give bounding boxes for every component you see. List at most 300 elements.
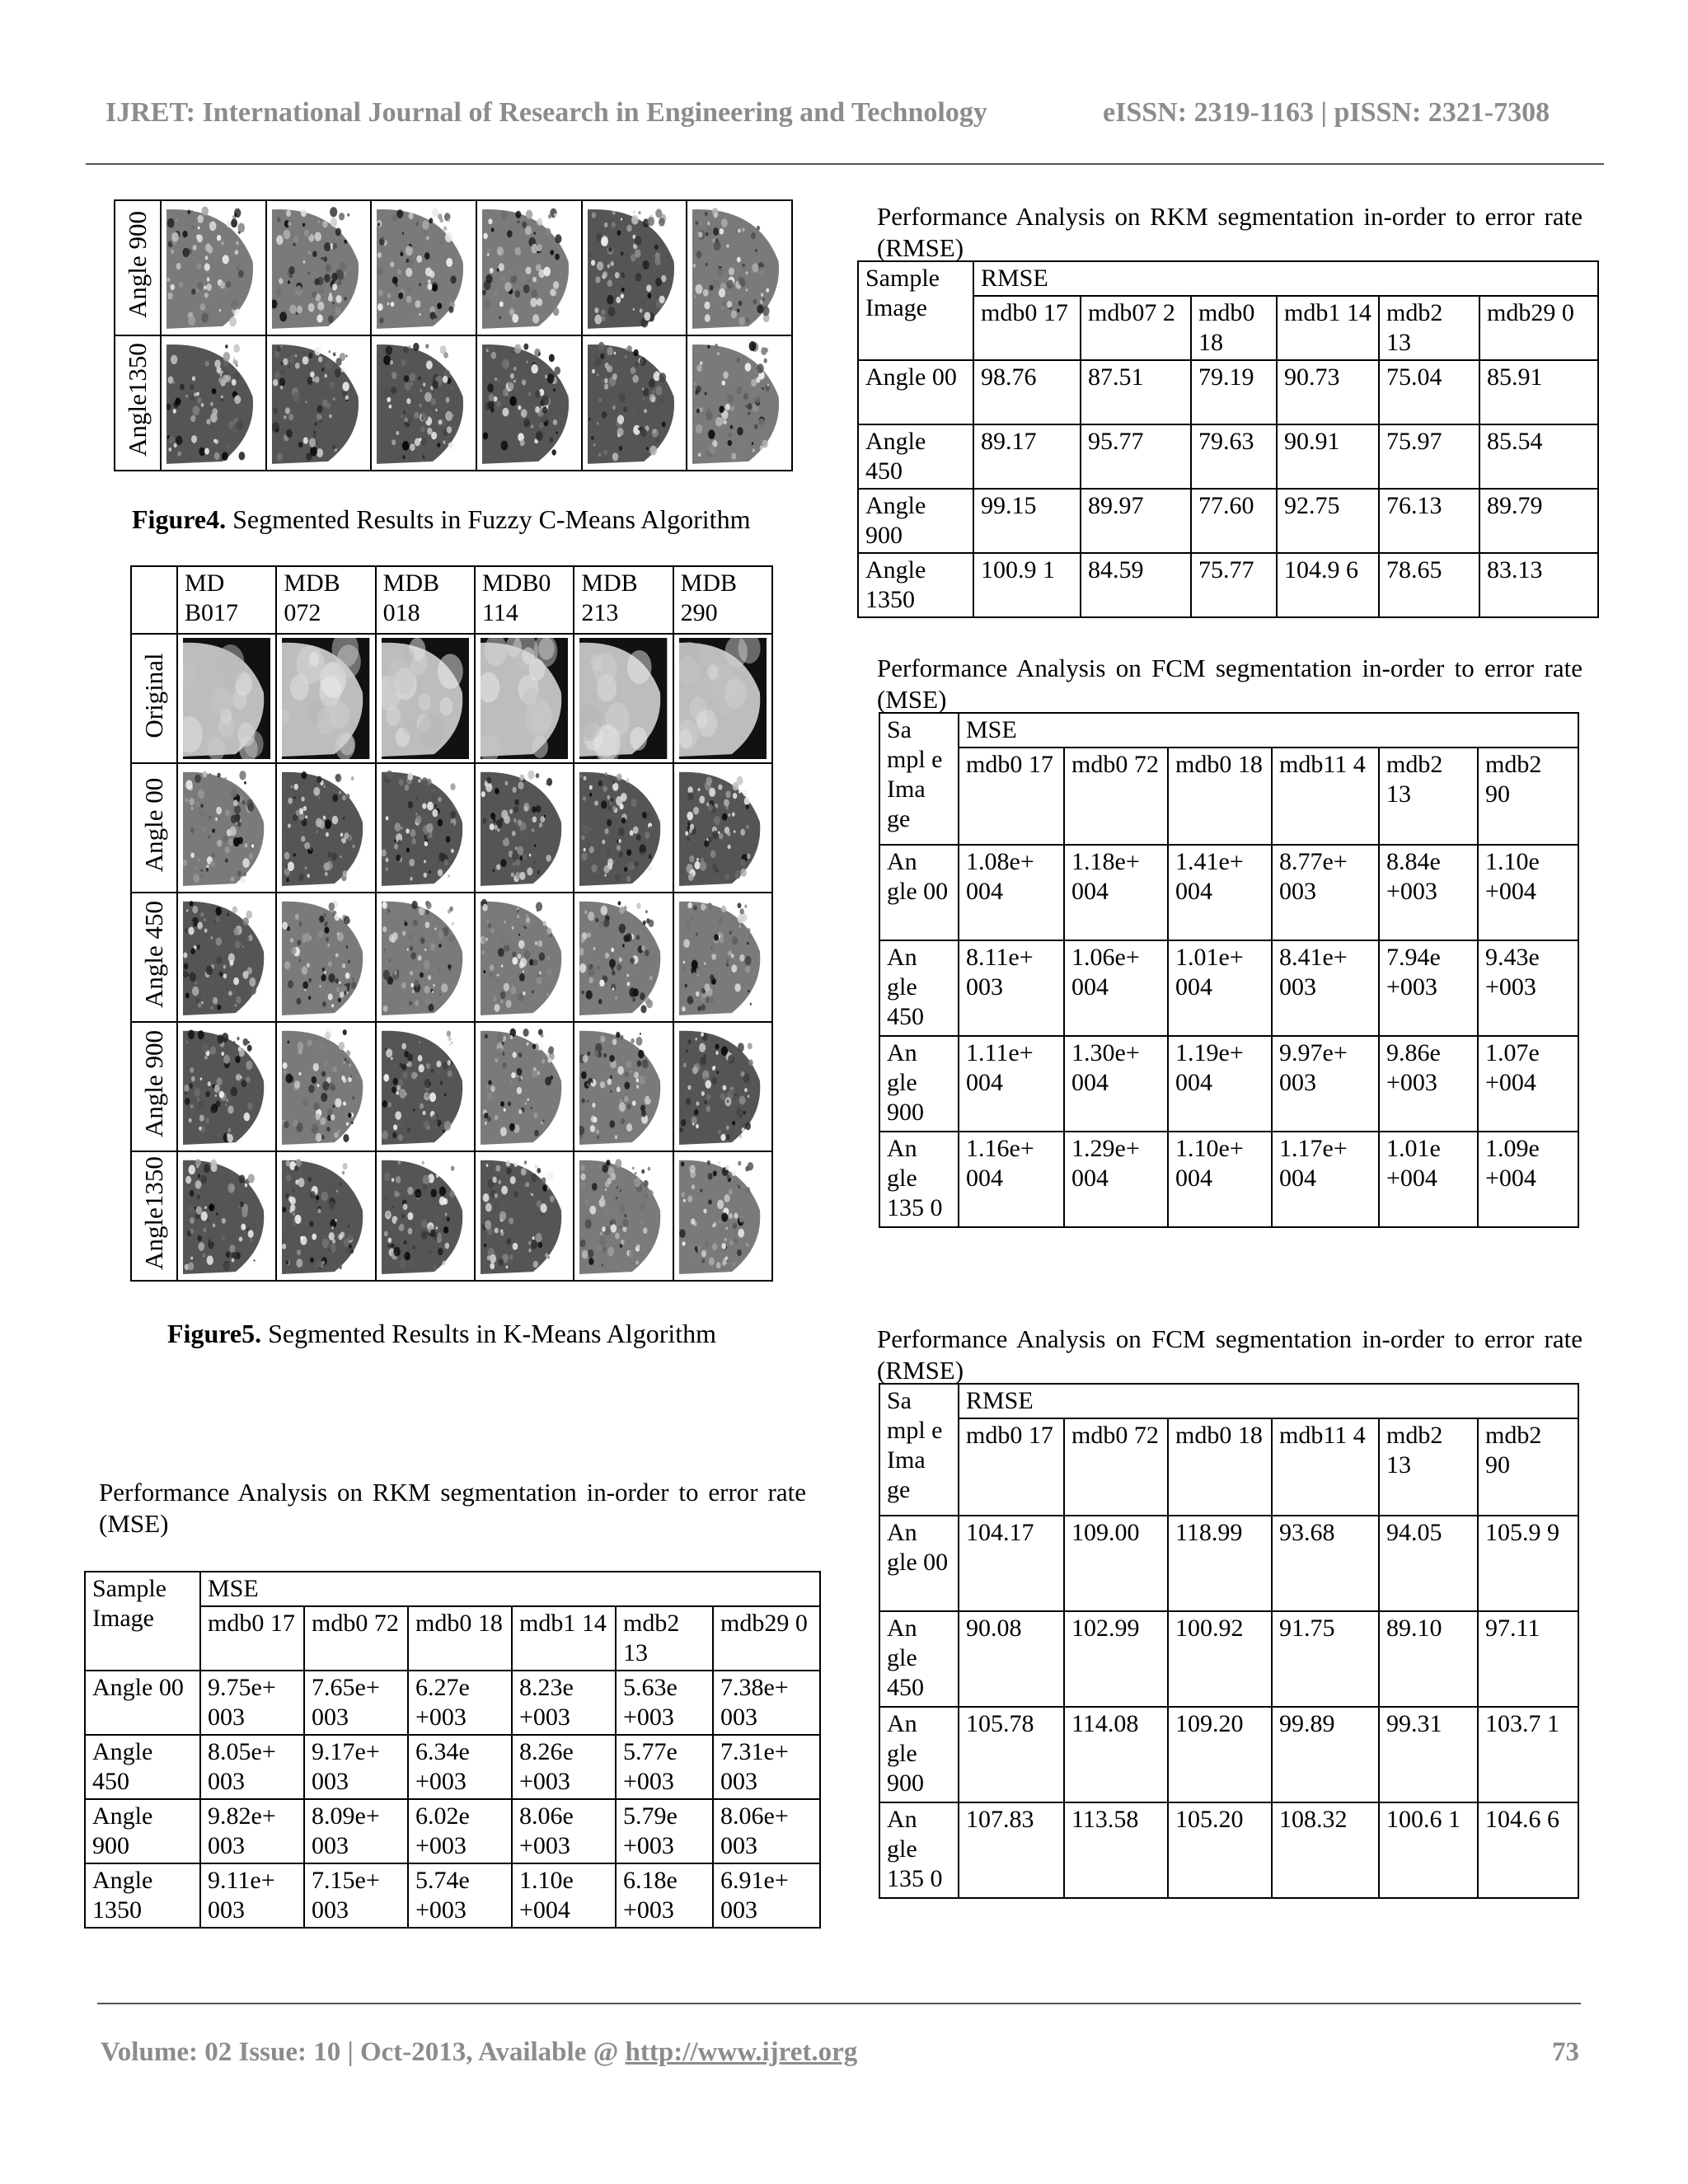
figure-column-header: MDB 072: [276, 566, 375, 634]
footer-rule: [97, 2003, 1581, 2004]
sample-image-header: Sample Image: [85, 1572, 200, 1671]
figure-image-cell: [276, 1022, 375, 1151]
table-cell: 95.77: [1081, 424, 1191, 489]
table-row: [85, 1799, 820, 1863]
table-cell: 7.31e+ 003: [713, 1735, 820, 1799]
table-cell: 1.30e+ 004: [1064, 1036, 1168, 1132]
table-cell: 8.05e+ 003: [200, 1735, 304, 1799]
row-label: Angle 00: [858, 360, 973, 424]
table-row: [879, 1132, 1578, 1227]
figure-image-cell: [161, 335, 266, 471]
table-header-row: [85, 1572, 820, 1606]
segmented-image: [481, 1155, 568, 1277]
table-cell: 100.92: [1168, 1611, 1272, 1707]
figure-row: [131, 893, 772, 1022]
table-cell: 99.89: [1272, 1707, 1379, 1802]
figure-image-cell: [476, 200, 582, 335]
column-header: mdb2 13: [616, 1606, 713, 1671]
table-cell: 7.15e+ 003: [304, 1863, 408, 1928]
journal-name: IJRET: International Journal of Research in Engineering and Technology: [106, 97, 987, 128]
table-cell: 75.04: [1379, 360, 1479, 424]
table-cell: 100.9 1: [973, 553, 1081, 617]
column-header-row: [879, 748, 1578, 845]
figure-image-cell: [376, 763, 475, 893]
segmented-image: [183, 767, 270, 888]
segmented-image: [679, 1155, 767, 1277]
segmented-image: [579, 767, 667, 888]
table-cell: 113.58: [1064, 1802, 1168, 1898]
running-header: [106, 97, 1589, 129]
table-cell: 1.07e +004: [1478, 1036, 1578, 1132]
table-row: [879, 1611, 1578, 1707]
table-cell: 1.01e+ 004: [1168, 940, 1272, 1036]
issn-numbers: eISSN: 2319-1163 | pISSN: 2321-7308: [1103, 97, 1550, 128]
table-header-row: [879, 1384, 1578, 1418]
table-cell: 75.97: [1379, 424, 1479, 489]
segmented-image: [382, 767, 469, 888]
table-row: [879, 1516, 1578, 1611]
row-label: An gle 135 0: [879, 1802, 959, 1898]
table-cell: 99.15: [973, 489, 1081, 553]
segmented-image: [377, 204, 471, 331]
table-cell: 9.82e+ 003: [200, 1799, 304, 1863]
table-cell: 102.99: [1064, 1611, 1168, 1707]
table-cell: 104.17: [959, 1516, 1064, 1611]
table-cell: 105.78: [959, 1707, 1064, 1802]
table-cell: 5.77e +003: [616, 1735, 713, 1799]
segmented-image: [183, 1026, 270, 1147]
segmented-image: [272, 204, 366, 331]
table-cell: 7.38e+ 003: [713, 1671, 820, 1735]
segmented-image: [579, 1026, 667, 1147]
metric-header: MSE: [200, 1572, 820, 1606]
column-header: mdb1 14: [512, 1606, 616, 1671]
column-header: mdb2 13: [1379, 1418, 1478, 1516]
table-row: [85, 1735, 820, 1799]
table-cell: 103.7 1: [1478, 1707, 1578, 1802]
table-cell: 107.83: [959, 1802, 1064, 1898]
figure-image-cell: [177, 893, 276, 1022]
segmented-image: [481, 897, 568, 1018]
mammogram-image: [579, 638, 667, 759]
column-header: mdb0 18: [1191, 296, 1277, 360]
figure-image-cell: [475, 1151, 574, 1281]
segmented-image: [481, 767, 568, 888]
segmented-image: [282, 1155, 369, 1277]
table-cell: 108.32: [1272, 1802, 1379, 1898]
figure-image-cell: [177, 1022, 276, 1151]
column-header: mdb0 17: [959, 1418, 1064, 1516]
segmented-image: [679, 1026, 767, 1147]
table-row: [879, 940, 1578, 1036]
table-cell: 75.77: [1191, 553, 1277, 617]
table-cell: 9.75e+ 003: [200, 1671, 304, 1735]
figure-image-cell: [177, 1151, 276, 1281]
row-label: Angle 1350: [85, 1863, 200, 1928]
footer-volume: Volume: 02 Issue: 10 | Oct-2013, Available @: [101, 2037, 626, 2067]
table-cell: 1.10e+ 004: [1168, 1132, 1272, 1227]
segmented-image: [183, 897, 270, 1018]
figure-row: [115, 335, 792, 471]
figure5-caption-label: Figure5.: [167, 1319, 262, 1348]
table-cell: 87.51: [1081, 360, 1191, 424]
segmented-image: [272, 340, 366, 466]
table-cell: 89.17: [973, 424, 1081, 489]
table-cell: 93.68: [1272, 1516, 1379, 1611]
table-cell: 89.10: [1379, 1611, 1478, 1707]
table-cell: 98.76: [973, 360, 1081, 424]
figure-image-cell: [376, 1022, 475, 1151]
table-cell: 8.06e +003: [512, 1799, 616, 1863]
table-cell: 118.99: [1168, 1516, 1272, 1611]
figure-image-cell: [475, 893, 574, 1022]
table-cell: 9.43e +003: [1478, 940, 1578, 1036]
table-row: [85, 1671, 820, 1735]
figure-row-label: [131, 893, 177, 1022]
segmented-image: [579, 1155, 667, 1277]
segmented-image: [382, 897, 469, 1018]
figure-image-cell: [476, 335, 582, 471]
figure-column-header: MD B017: [177, 566, 276, 634]
table-row: [858, 553, 1598, 617]
table-cell: 8.77e+ 003: [1272, 845, 1379, 940]
rkm-mse-title: Performance Analysis on RKM segmentation in-order to error rate (MSE): [99, 1478, 806, 1538]
journal-link[interactable]: http://www.ijret.org: [625, 2037, 858, 2067]
figure4-caption-label: Figure4.: [132, 504, 227, 534]
header-rule: [86, 163, 1604, 165]
mammogram-image: [481, 638, 568, 759]
table-row: [879, 1036, 1578, 1132]
segmented-image: [382, 1155, 469, 1277]
column-header: mdb1 14: [1277, 296, 1379, 360]
row-label: Angle 900: [858, 489, 973, 553]
sample-image-header: Sa mpl e Ima ge: [879, 1384, 959, 1516]
corner-cell: [131, 566, 177, 634]
row-label: An gle 900: [879, 1036, 959, 1132]
table-row: [858, 489, 1598, 553]
segmented-image: [183, 1155, 270, 1277]
figure-image-cell: [673, 893, 772, 1022]
table-cell: 84.59: [1081, 553, 1191, 617]
page-number: 73: [1552, 2037, 1579, 2067]
row-label: An gle 00: [879, 845, 959, 940]
row-label-text: Angle 900: [139, 1029, 168, 1137]
figure-image-cell: [687, 335, 792, 471]
table-cell: 1.19e+ 004: [1168, 1036, 1272, 1132]
table-cell: 7.94e +003: [1379, 940, 1478, 1036]
table-cell: 1.06e+ 004: [1064, 940, 1168, 1036]
figure-image-cell: [376, 1151, 475, 1281]
table-cell: 1.11e+ 004: [959, 1036, 1064, 1132]
rkm-mse-table: [84, 1571, 821, 1929]
mammogram-image: [382, 638, 469, 759]
table-cell: 9.17e+ 003: [304, 1735, 408, 1799]
segmented-image: [282, 1026, 369, 1147]
table-row: [879, 1707, 1578, 1802]
table-cell: 6.18e +003: [616, 1863, 713, 1928]
table-cell: 91.75: [1272, 1611, 1379, 1707]
row-label: Angle 450: [85, 1735, 200, 1799]
table-cell: 8.84e +003: [1379, 845, 1478, 940]
table-cell: 85.54: [1479, 424, 1598, 489]
figure-row-label: [115, 200, 161, 335]
figure-image-cell: [376, 893, 475, 1022]
table-cell: 5.74e +003: [408, 1863, 512, 1928]
figure-image-cell: [376, 634, 475, 763]
figure-row: [131, 1151, 772, 1281]
figure4-caption-text: Segmented Results in Fuzzy C-Means Algorithm: [226, 504, 751, 534]
figure-image-cell: [574, 893, 673, 1022]
table-cell: 1.01e +004: [1379, 1132, 1478, 1227]
figure4-grid: [114, 199, 793, 471]
table-cell: 77.60: [1191, 489, 1277, 553]
table-row: [85, 1863, 820, 1928]
column-header: mdb2 90: [1478, 748, 1578, 845]
figure-row: [115, 200, 792, 335]
row-label-text: Angle1350: [139, 1155, 168, 1270]
column-header: mdb29 0: [713, 1606, 820, 1671]
row-label: An gle 450: [879, 1611, 959, 1707]
column-header: mdb0 72: [1064, 1418, 1168, 1516]
column-header: mdb2 13: [1379, 748, 1478, 845]
table-cell: 104.6 6: [1478, 1802, 1578, 1898]
figure-image-cell: [177, 634, 276, 763]
segmented-image: [679, 767, 767, 888]
table-row: [858, 360, 1598, 424]
row-label: Angle 900: [85, 1799, 200, 1863]
table-header-row: [858, 261, 1598, 296]
figure-image-cell: [673, 634, 772, 763]
table-cell: 8.41e+ 003: [1272, 940, 1379, 1036]
figure-image-cell: [687, 200, 792, 335]
sample-image-header: Sa mpl e Ima ge: [879, 713, 959, 845]
table-cell: 76.13: [1379, 489, 1479, 553]
figure-row-label: [131, 1151, 177, 1281]
mammogram-image: [183, 638, 270, 759]
table-cell: 94.05: [1379, 1516, 1478, 1611]
table-cell: 6.27e +003: [408, 1671, 512, 1735]
table-cell: 1.16e+ 004: [959, 1132, 1064, 1227]
figure-image-cell: [475, 763, 574, 893]
figure-column-header: MDB 290: [673, 566, 772, 634]
table-cell: 90.08: [959, 1611, 1064, 1707]
row-label: Angle 00: [85, 1671, 200, 1735]
row-label-text: Original: [139, 652, 168, 738]
row-label: An gle 00: [879, 1516, 959, 1611]
figure5-caption-text: Segmented Results in K-Means Algorithm: [261, 1319, 717, 1348]
table-row: [879, 845, 1578, 940]
segmented-image: [377, 340, 471, 466]
column-header: mdb0 18: [1168, 748, 1272, 845]
figure-image-cell: [582, 200, 687, 335]
figure-row-label: [131, 634, 177, 763]
table-cell: 1.29e+ 004: [1064, 1132, 1168, 1227]
fcm-mse-title: Performance Analysis on FCM segmentation in-order to error rate (MSE): [877, 654, 1582, 714]
table-cell: 6.02e +003: [408, 1799, 512, 1863]
table-header-row: [879, 713, 1578, 748]
table-row: [879, 1802, 1578, 1898]
row-label: Angle 1350: [858, 553, 973, 617]
table-cell: 8.11e+ 003: [959, 940, 1064, 1036]
figure5-grid: [130, 565, 773, 1282]
fcm-rmse-table: [879, 1383, 1579, 1899]
column-header: mdb0 72: [304, 1606, 408, 1671]
figure-image-cell: [574, 634, 673, 763]
table-cell: 79.63: [1191, 424, 1277, 489]
segmented-image: [382, 1026, 469, 1147]
figure-row-label: [131, 763, 177, 893]
table-cell: 79.19: [1191, 360, 1277, 424]
figure-header-row: [131, 566, 772, 634]
figure-image-cell: [371, 335, 476, 471]
figure-image-cell: [276, 634, 375, 763]
mammogram-image: [282, 638, 369, 759]
segmented-image: [588, 204, 682, 331]
column-header: mdb0 72: [1064, 748, 1168, 845]
column-header: mdb0 17: [200, 1606, 304, 1671]
column-header: mdb2 90: [1478, 1418, 1578, 1516]
running-footer: [101, 2037, 1592, 2068]
table-cell: 9.97e+ 003: [1272, 1036, 1379, 1132]
figure-image-cell: [266, 200, 372, 335]
table-cell: 97.11: [1478, 1611, 1578, 1707]
fcm-mse-table: [879, 712, 1579, 1228]
row-label: An gle 135 0: [879, 1132, 959, 1227]
figure-image-cell: [673, 1022, 772, 1151]
rkm-rmse-title: Performance Analysis on RKM segmentation in-order to error rate (RMSE): [877, 202, 1582, 262]
segmented-image: [579, 897, 667, 1018]
column-header-row: [879, 1418, 1578, 1516]
table-cell: 78.65: [1379, 553, 1479, 617]
table-cell: 1.41e+ 004: [1168, 845, 1272, 940]
sample-image-header: Sample Image: [858, 261, 973, 360]
row-label: An gle 450: [879, 940, 959, 1036]
row-label: An gle 900: [879, 1707, 959, 1802]
figure-image-cell: [266, 335, 372, 471]
table-cell: 99.31: [1379, 1707, 1478, 1802]
table-cell: 5.63e +003: [616, 1671, 713, 1735]
figure-image-cell: [475, 634, 574, 763]
table-cell: 104.9 6: [1277, 553, 1379, 617]
figure-image-cell: [161, 200, 266, 335]
table-cell: 114.08: [1064, 1707, 1168, 1802]
table-cell: 90.73: [1277, 360, 1379, 424]
segmented-image: [282, 767, 369, 888]
table-cell: 85.91: [1479, 360, 1598, 424]
figure-row: [131, 1022, 772, 1151]
column-header: mdb29 0: [1479, 296, 1598, 360]
table-cell: 83.13: [1479, 553, 1598, 617]
table-cell: 1.10e +004: [512, 1863, 616, 1928]
figure5-caption: [167, 1319, 716, 1349]
table-cell: 1.18e+ 004: [1064, 845, 1168, 940]
table-cell: 1.17e+ 004: [1272, 1132, 1379, 1227]
segmented-image: [482, 204, 576, 331]
table-cell: 109.20: [1168, 1707, 1272, 1802]
segmented-image: [282, 897, 369, 1018]
table-cell: 105.20: [1168, 1802, 1272, 1898]
figure-row: [131, 634, 772, 763]
column-header: mdb11 4: [1272, 1418, 1379, 1516]
figure-image-cell: [475, 1022, 574, 1151]
column-header: mdb0 17: [959, 748, 1064, 845]
metric-header: MSE: [959, 713, 1578, 748]
segmented-image: [481, 1026, 568, 1147]
figure-column-header: MDB0 114: [475, 566, 574, 634]
table-cell: 6.34e +003: [408, 1735, 512, 1799]
segmented-image: [588, 340, 682, 466]
table-cell: 6.91e+ 003: [713, 1863, 820, 1928]
figure-image-cell: [177, 763, 276, 893]
segmented-image: [692, 340, 786, 466]
table-cell: 9.86e +003: [1379, 1036, 1478, 1132]
table-cell: 7.65e+ 003: [304, 1671, 408, 1735]
column-header: mdb2 13: [1379, 296, 1479, 360]
table-cell: 92.75: [1277, 489, 1379, 553]
figure-row-label: [115, 335, 161, 471]
row-label-text: Angle1350: [123, 343, 152, 457]
figure-image-cell: [574, 763, 673, 893]
table-cell: 105.9 9: [1478, 1516, 1578, 1611]
segmented-image: [166, 340, 260, 466]
table-cell: 89.79: [1479, 489, 1598, 553]
row-label-text: Angle 900: [123, 210, 152, 319]
column-header: mdb0 17: [973, 296, 1081, 360]
segmented-image: [482, 340, 576, 466]
figure-image-cell: [276, 763, 375, 893]
table-cell: 8.23e +003: [512, 1671, 616, 1735]
table-cell: 109.00: [1064, 1516, 1168, 1611]
table-cell: 1.09e +004: [1478, 1132, 1578, 1227]
column-header: mdb0 18: [1168, 1418, 1272, 1516]
mammogram-image: [679, 638, 767, 759]
figure-image-cell: [276, 1151, 375, 1281]
figure-column-header: MDB 018: [376, 566, 475, 634]
table-cell: 1.08e+ 004: [959, 845, 1064, 940]
figure4-caption: [132, 504, 750, 535]
figure-image-cell: [574, 1022, 673, 1151]
row-label: Angle 450: [858, 424, 973, 489]
figure-image-cell: [574, 1151, 673, 1281]
segmented-image: [166, 204, 260, 331]
figure-image-cell: [276, 893, 375, 1022]
figure-image-cell: [673, 763, 772, 893]
column-header: mdb0 18: [408, 1606, 512, 1671]
table-cell: 90.91: [1277, 424, 1379, 489]
table-cell: 89.97: [1081, 489, 1191, 553]
table-cell: 1.10e +004: [1478, 845, 1578, 940]
segmented-image: [692, 204, 786, 331]
segmented-image: [679, 897, 767, 1018]
figure-image-cell: [371, 200, 476, 335]
figure-image-cell: [582, 335, 687, 471]
row-label-text: Angle 00: [139, 777, 168, 872]
column-header: mdb11 4: [1272, 748, 1379, 845]
row-label-text: Angle 450: [139, 900, 168, 1008]
fcm-rmse-title: Performance Analysis on FCM segmentation in-order to error rate (RMSE): [877, 1324, 1582, 1385]
table-cell: 5.79e +003: [616, 1799, 713, 1863]
figure-column-header: MDB 213: [574, 566, 673, 634]
figure-image-cell: [673, 1151, 772, 1281]
table-cell: 8.09e+ 003: [304, 1799, 408, 1863]
table-cell: 8.06e+ 003: [713, 1799, 820, 1863]
table-cell: 9.11e+ 003: [200, 1863, 304, 1928]
table-row: [858, 424, 1598, 489]
metric-header: RMSE: [959, 1384, 1578, 1418]
figure-row: [131, 763, 772, 893]
metric-header: RMSE: [973, 261, 1598, 296]
table-cell: 8.26e +003: [512, 1735, 616, 1799]
